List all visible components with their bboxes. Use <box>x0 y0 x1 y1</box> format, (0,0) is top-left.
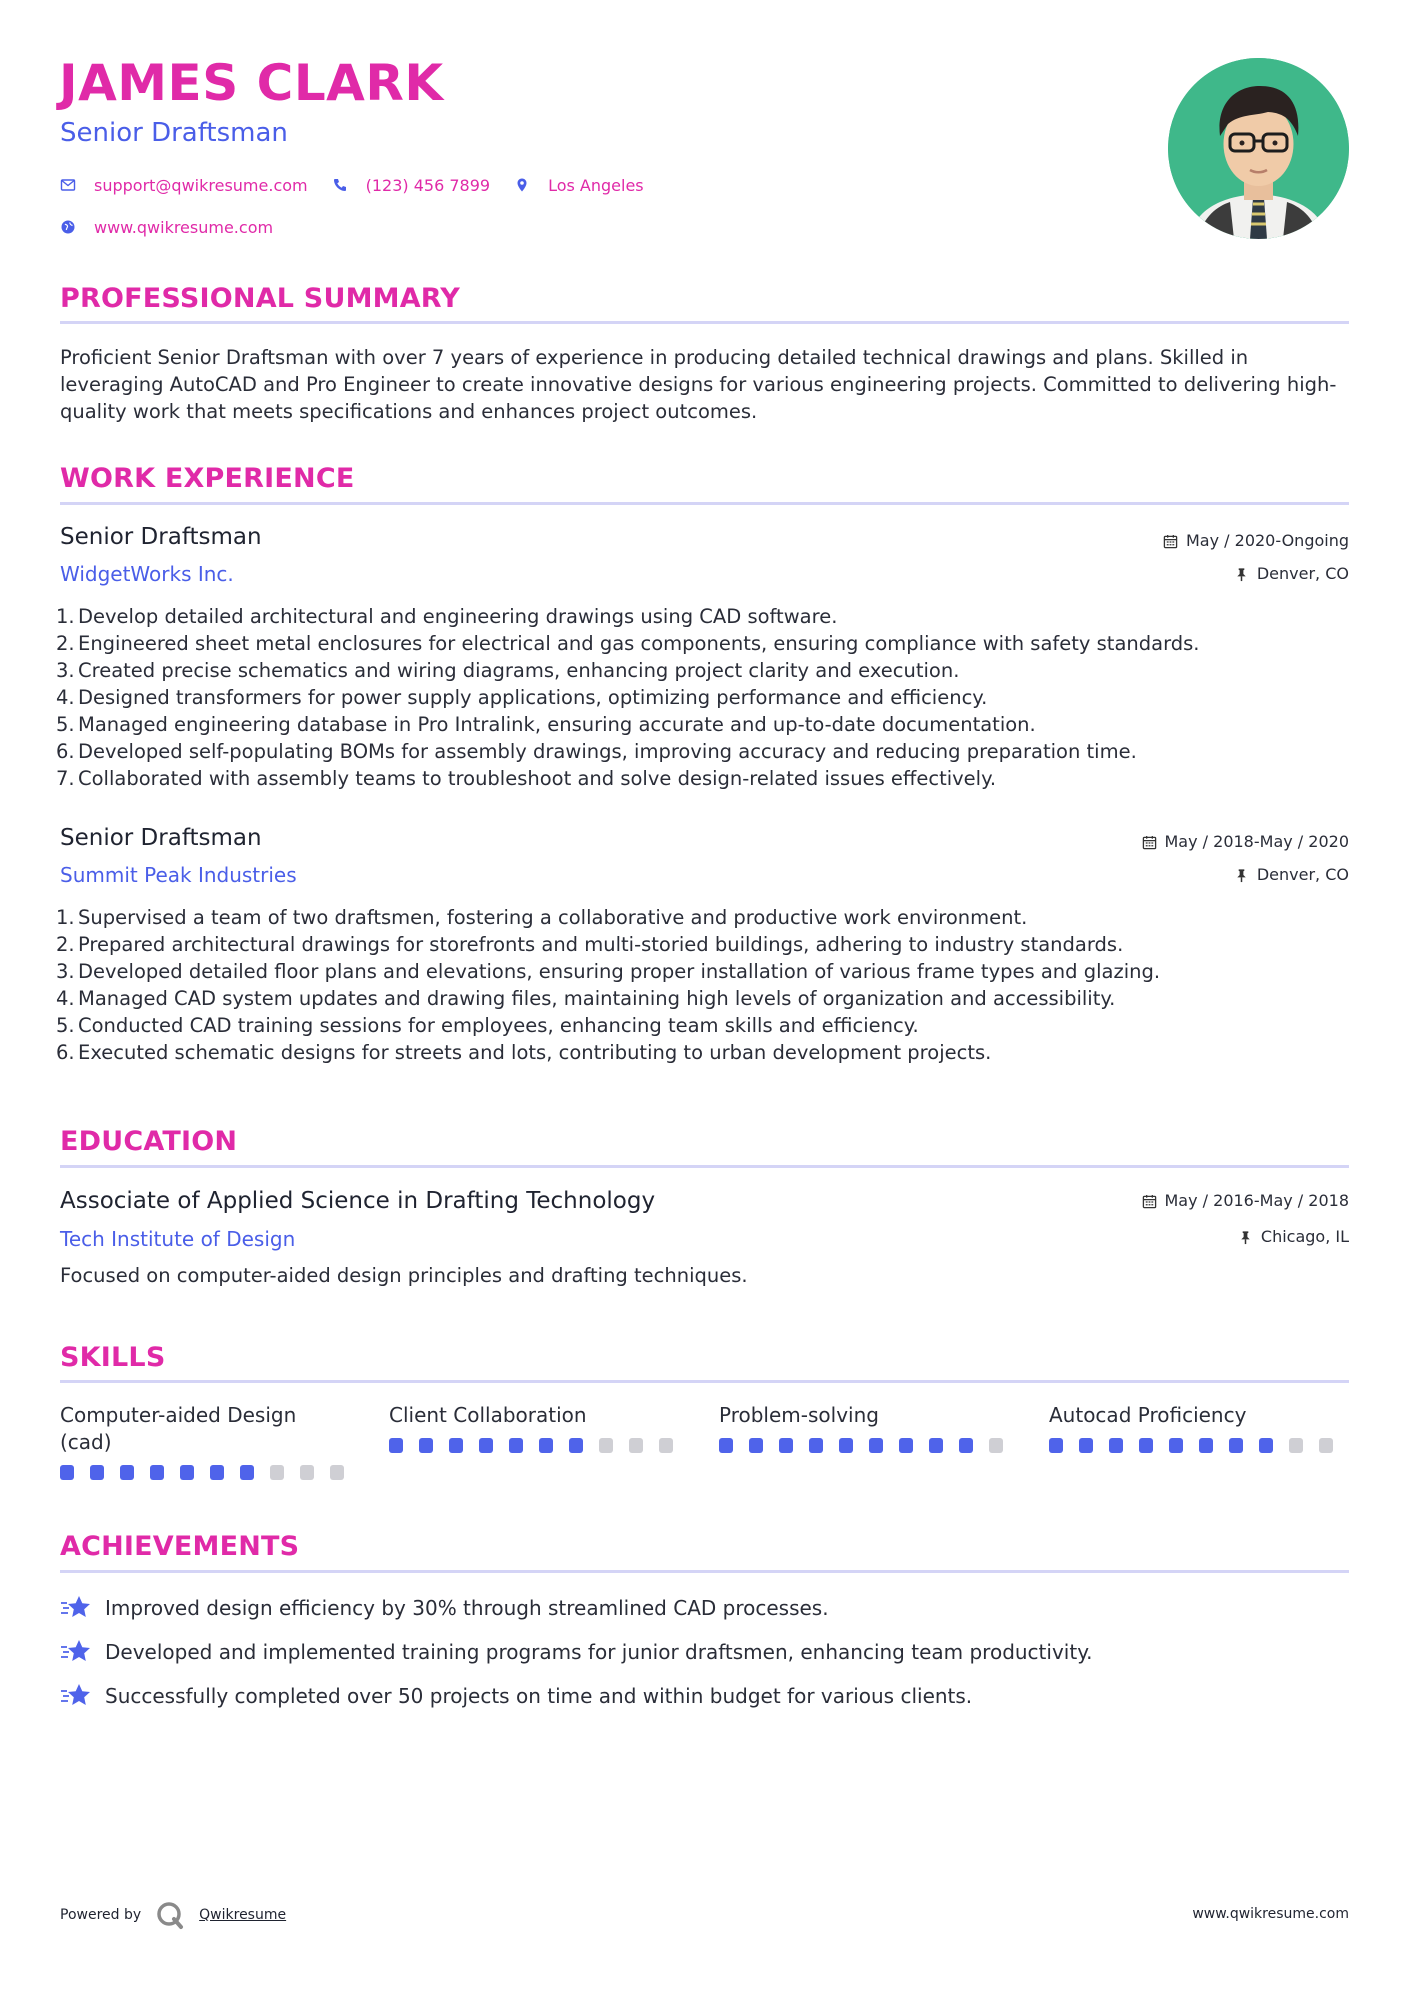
summary-text: Proficient Senior Draftsman with over 7 years of experience in producing detailed technical drawings and plans. Skilled in leveraging AutoCAD and Pro Engineer to create innovative designs for various engineering projects. Committed to delivering high-quality work that meets specifications and enhances project outcomes. <box>60 346 1337 423</box>
star-icon <box>60 1682 92 1710</box>
skill-dot-filled <box>449 1438 463 1453</box>
skill-name: Client Collaboration <box>389 1403 587 1427</box>
job-responsibilities <box>56 904 1160 1066</box>
skill-dot-filled <box>749 1438 763 1453</box>
qwikresume-logo-icon <box>155 1900 185 1930</box>
job-title: Senior Draftsman <box>60 825 262 851</box>
skill-dot-empty <box>629 1438 643 1453</box>
skill-dot-filled <box>150 1465 164 1480</box>
education-dates <box>1142 1193 1350 1209</box>
achievements-divider <box>60 1570 1349 1573</box>
phone-contact[interactable] <box>332 176 490 195</box>
skills-divider <box>60 1380 1349 1383</box>
job-dates-text: May / 2020-Ongoing <box>1186 531 1349 550</box>
job-title: Senior Draftsman <box>60 524 262 550</box>
skill-dot-empty <box>1289 1438 1303 1453</box>
skill-dot-filled <box>1169 1438 1183 1453</box>
phone-text[interactable]: (123) 456 7899 <box>365 175 491 195</box>
school-name: Tech Institute of Design <box>60 1227 296 1251</box>
degree-title: Associate of Applied Science in Drafting Technology <box>60 1188 656 1214</box>
skill-name: Autocad Proficiency <box>1049 1403 1247 1427</box>
summary-heading: PROFESSIONAL SUMMARY <box>60 283 461 314</box>
skill-dot-filled <box>1049 1438 1063 1453</box>
skill-dot-filled <box>240 1465 254 1480</box>
list-item: 6. Executed schematic designs for streets and lots, contributing to urban development projects. <box>56 1041 992 1064</box>
candidate-name: JAMES CLARK <box>59 54 444 112</box>
education-heading: EDUCATION <box>60 1126 238 1157</box>
skill-dot-filled <box>929 1438 943 1453</box>
website-text[interactable]: www.qwikresume.com <box>94 217 274 237</box>
skill-dot-filled <box>1259 1438 1273 1453</box>
footer-website[interactable]: www.qwikresume.com <box>1192 1906 1349 1922</box>
list-item: 4. Managed CAD system updates and drawing files, maintaining high levels of organization and accessibility. <box>56 987 1116 1010</box>
skill-rating <box>389 1438 689 1453</box>
achievement-text: Improved design efficiency by 30% through streamlined CAD processes. <box>105 1596 829 1620</box>
skill-dot-filled <box>719 1438 733 1453</box>
skill-rating <box>719 1438 1019 1453</box>
skill-dot-filled <box>1229 1438 1243 1453</box>
phone-icon <box>332 177 348 193</box>
skill-dot-filled <box>389 1438 403 1453</box>
list-item: 3. Created precise schematics and wiring diagrams, enhancing project clarity and execution. <box>56 659 960 682</box>
calendar-icon <box>1142 1194 1157 1209</box>
location-text: Los Angeles <box>548 175 644 195</box>
skill-item <box>719 1402 1019 1453</box>
achievement-item <box>60 1594 829 1622</box>
list-item: 5. Managed engineering database in Pro Intralink, ensuring accurate and up-to-date documentation. <box>56 713 1036 736</box>
skill-dot-filled <box>509 1438 523 1453</box>
list-item: 7. Collaborated with assembly teams to troubleshoot and solve design-related issues effectively. <box>56 767 997 790</box>
job-dates <box>1163 533 1349 549</box>
powered-by-label: Powered by <box>60 1907 142 1923</box>
job-company: WidgetWorks Inc. <box>60 562 234 586</box>
map-pin-icon <box>514 177 530 193</box>
job-location-text: Denver, CO <box>1256 564 1349 583</box>
skill-dot-filled <box>120 1465 134 1480</box>
skill-dot-empty <box>300 1465 314 1480</box>
achievements-heading: ACHIEVEMENTS <box>60 1531 300 1562</box>
pushpin-icon <box>1238 1230 1253 1245</box>
globe-icon <box>60 219 76 235</box>
profile-portrait-image <box>1168 58 1349 239</box>
skill-dot-filled <box>899 1438 913 1453</box>
skill-dot-filled <box>839 1438 853 1453</box>
skill-dot-filled <box>210 1465 224 1480</box>
education-divider <box>60 1165 1349 1168</box>
list-item: 1. Supervised a team of two draftsmen, fostering a collaborative and productive work environment. <box>56 906 1028 929</box>
skill-dot-filled <box>60 1465 74 1480</box>
achievement-text: Successfully completed over 50 projects on time and within budget for various clients. <box>105 1684 973 1708</box>
education-description: Focused on computer-aided design principles and drafting techniques. <box>60 1264 748 1287</box>
skill-item <box>1049 1402 1349 1453</box>
skill-dot-filled <box>809 1438 823 1453</box>
job-dates-text: May / 2018-May / 2020 <box>1164 832 1349 851</box>
skill-name: Problem-solving <box>719 1403 879 1427</box>
skill-dot-empty <box>1319 1438 1333 1453</box>
contact-row-secondary <box>60 216 668 238</box>
calendar-icon <box>1163 534 1178 549</box>
pushpin-icon <box>1234 868 1249 883</box>
email-text[interactable]: support@qwikresume.com <box>94 175 308 195</box>
achievement-item <box>60 1638 1093 1666</box>
skill-name: Computer-aided Design (cad) <box>60 1403 297 1454</box>
list-item: 1. Develop detailed architectural and engineering drawings using CAD software. <box>56 605 838 628</box>
job-responsibilities <box>56 603 1200 792</box>
experience-divider <box>60 502 1349 505</box>
star-icon <box>60 1638 92 1666</box>
skill-dot-filled <box>869 1438 883 1453</box>
list-item: 6. Developed self-populating BOMs for assembly drawings, improving accuracy and reducing preparation time. <box>56 740 1137 763</box>
achievement-text: Developed and implemented training programs for junior draftsmen, enhancing team productivity. <box>105 1640 1093 1664</box>
star-icon <box>60 1594 92 1622</box>
list-item: 2. Engineered sheet metal enclosures for electrical and gas components, ensuring compliance with safety standards. <box>56 632 1200 655</box>
location-contact <box>514 176 644 195</box>
skill-item <box>60 1402 360 1480</box>
skill-dot-filled <box>539 1438 553 1453</box>
job-location <box>1234 867 1349 883</box>
skill-dot-filled <box>1199 1438 1213 1453</box>
list-item: 4. Designed transformers for power supply applications, optimizing performance and efficiency. <box>56 686 988 709</box>
calendar-icon <box>1142 835 1157 850</box>
candidate-role: Senior Draftsman <box>60 118 288 148</box>
skill-dot-filled <box>1139 1438 1153 1453</box>
job-location-text: Denver, CO <box>1256 865 1349 884</box>
achievement-item <box>60 1682 972 1710</box>
skill-dot-empty <box>270 1465 284 1480</box>
skill-dot-filled <box>180 1465 194 1480</box>
footer-branding <box>60 1900 286 1930</box>
education-location-text: Chicago, IL <box>1260 1227 1349 1246</box>
skill-dot-empty <box>659 1438 673 1453</box>
pushpin-icon <box>1234 567 1249 582</box>
summary-divider <box>60 321 1349 324</box>
list-item: 3. Developed detailed floor plans and elevations, ensuring proper installation of various frame types and glazing. <box>56 960 1161 983</box>
profile-photo <box>1168 58 1349 239</box>
job-company: Summit Peak Industries <box>60 863 297 887</box>
contact-block <box>60 174 668 258</box>
skill-dot-empty <box>989 1438 1003 1453</box>
list-item: 5. Conducted CAD training sessions for employees, enhancing team skills and efficiency. <box>56 1014 919 1037</box>
job-location <box>1234 566 1349 582</box>
skill-dot-filled <box>1079 1438 1093 1453</box>
job-dates <box>1142 834 1350 850</box>
skill-dot-filled <box>959 1438 973 1453</box>
skills-heading: SKILLS <box>60 1342 166 1373</box>
skill-dot-filled <box>569 1438 583 1453</box>
skill-dot-filled <box>419 1438 433 1453</box>
list-item: 2. Prepared architectural drawings for storefronts and multi-storied buildings, adhering to industry standards. <box>56 933 1124 956</box>
skill-dot-empty <box>599 1438 613 1453</box>
skill-dot-filled <box>90 1465 104 1480</box>
brand-link[interactable]: Qwikresume <box>199 1907 287 1923</box>
website-contact[interactable] <box>60 218 273 237</box>
skill-item <box>389 1402 689 1453</box>
skill-dot-empty <box>330 1465 344 1480</box>
education-dates-text: May / 2016-May / 2018 <box>1164 1191 1349 1210</box>
experience-heading: WORK EXPERIENCE <box>60 463 355 494</box>
skill-rating <box>1049 1438 1349 1453</box>
envelope-icon <box>60 177 76 193</box>
skill-dot-filled <box>779 1438 793 1453</box>
skill-dot-filled <box>479 1438 493 1453</box>
skill-dot-filled <box>1109 1438 1123 1453</box>
skill-rating <box>60 1465 360 1480</box>
email-contact[interactable] <box>60 176 308 195</box>
contact-row-primary <box>60 174 668 196</box>
education-location <box>1238 1229 1349 1245</box>
